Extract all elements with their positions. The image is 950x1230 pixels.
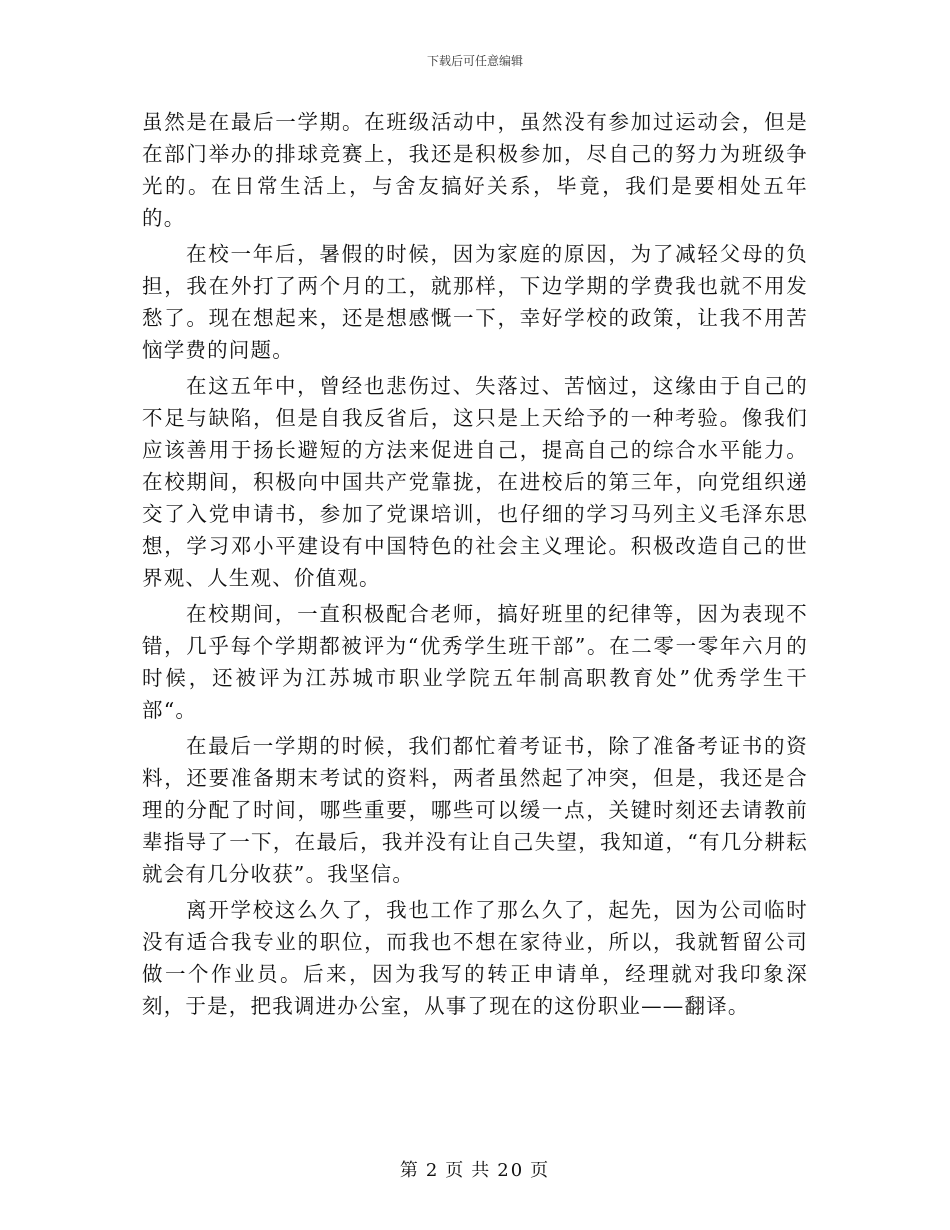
footer-suffix: 页 — [530, 1160, 551, 1181]
footer-total-word: 共 — [471, 1160, 492, 1181]
page-footer — [0, 1156, 950, 1182]
paragraph-1: 虽然是在最后一学期。在班级活动中，虽然没有参加过运动会，但是在部门举办的排球竞赛上，我还是积极参加，尽自己的努力为班级争光的。在日常生活上，与舍友搞好关系，毕竟，我们是要相处五年的。 — [142, 110, 808, 230]
footer-current-page: 2 — [425, 1160, 440, 1181]
paragraph-6: 离开学校这么久了，我也工作了那么久了，起先，因为公司临时没有适合我专业的职位，而我也不想在家待业，所以，我就暂留公司做一个作业员。后来，因为我写的转正申请单，经理就对我印象深刻，于是，把我调进办公室，从事了现在的这份职业——翻译。 — [142, 898, 808, 1018]
paragraph-2: 在校一年后，暑假的时候，因为家庭的原因，为了减轻父母的负担，我在外打了两个月的工，就那样，下边学期的学费我也就不用发愁了。现在想起来，还是想感慨一下，幸好学校的政策，让我不用苦恼学费的问题。 — [142, 242, 808, 362]
document-body — [142, 106, 808, 1022]
footer-page-word: 页 — [445, 1160, 466, 1181]
paragraph-3: 在这五年中，曾经也悲伤过、失落过、苦恼过，这缘由于自己的不足与缺陷，但是自我反省后，这只是上天给予的一种考验。像我们应该善用于扬长避短的方法来促进自己，提高自己的综合水平能力。在校期间，积极向中国共产党靠拢，在进校后的第三年，向党组织递交了入党申请书，参加了党课培训，也仔细的学习马列主义毛泽东思想，学习邓小平建设有中国特色的社会主义理论。积极改造自己的世界观、人生观、价值观。 — [142, 374, 808, 590]
page-header: 下载后可任意编辑 — [426, 54, 523, 68]
footer-total-pages: 20 — [497, 1160, 525, 1181]
footer-prefix: 第 — [399, 1160, 420, 1181]
paragraph-4: 在校期间，一直积极配合老师，搞好班里的纪律等，因为表现不错，几乎每个学期都被评为“优秀学生班干部”。在二零一零年六月的时候，还被评为江苏城市职业学院五年制高职教育处”优秀学生干部“。 — [142, 602, 808, 722]
paragraph-5: 在最后一学期的时候，我们都忙着考证书，除了准备考证书的资料，还要准备期末考试的资料，两者虽然起了冲突，但是，我还是合理的分配了时间，哪些重要，哪些可以缓一点，关键时刻还去请教前辈指导了一下，在最后，我并没有让自己失望，我知道，“有几分耕耘就会有几分收获”。我坚信。 — [142, 734, 808, 886]
